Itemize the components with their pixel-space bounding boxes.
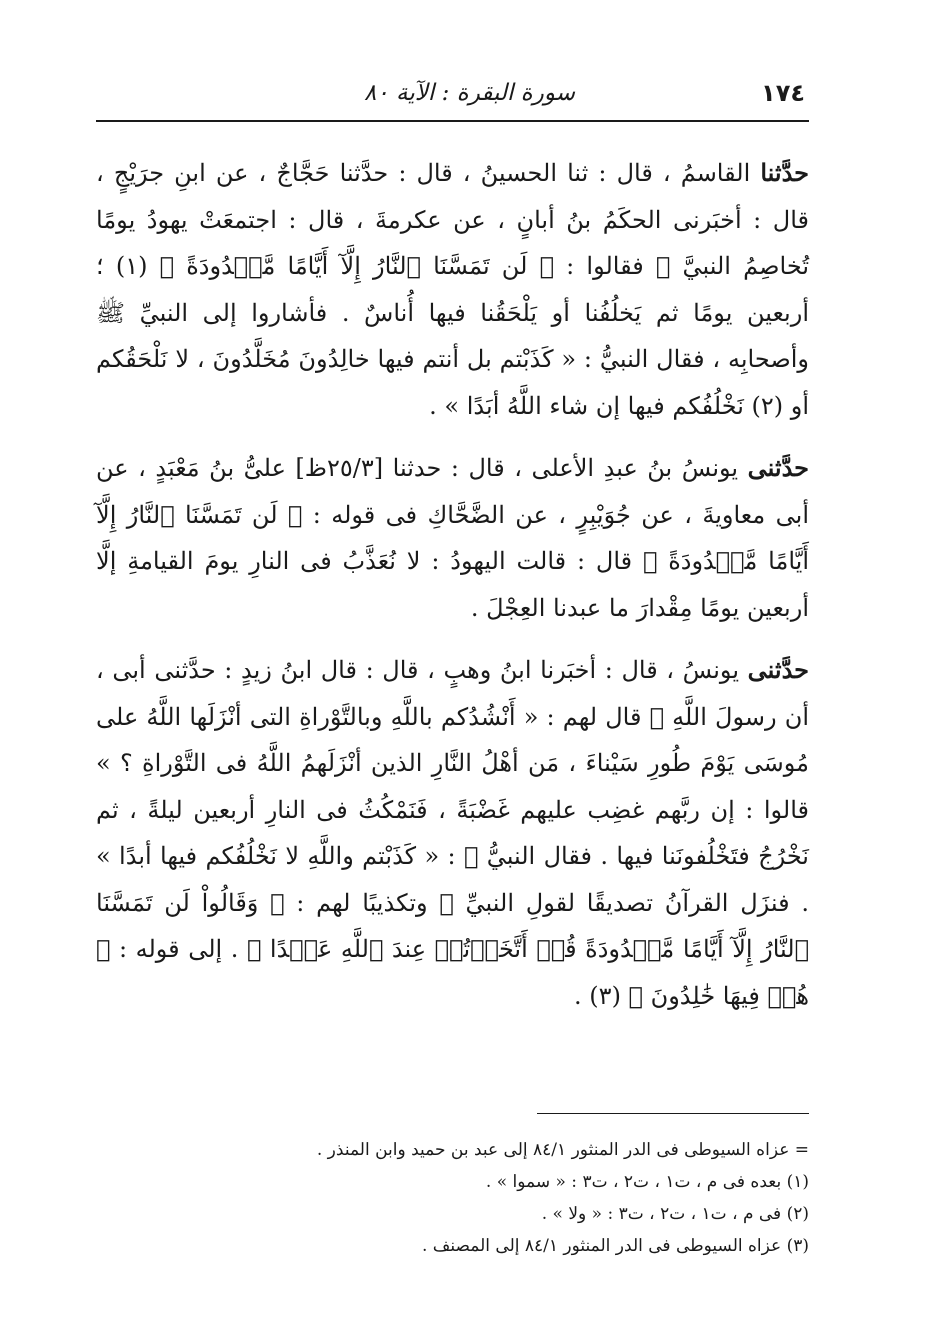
paragraph bbox=[96, 150, 809, 429]
paragraph bbox=[96, 647, 809, 1019]
paragraph-lead-word: حدَّثنى bbox=[747, 453, 809, 482]
main-text bbox=[96, 150, 809, 1035]
header-rule bbox=[96, 120, 809, 122]
running-title: سورة البقرة : الآية ٨٠ bbox=[364, 80, 575, 106]
paragraph-text: يونسُ ، قال : أخبَرنا ابنُ وهبٍ ، قال : قال ابنُ زيدٍ : حدَّثنى أبى ، أن رسولَ اللَّهِ ﷺ قال لهم : « أَنْشُدُكم باللَّهِ وبالتَّوْراةِ التى أنْزَلَها اللَّهُ على مُوسَى يَوْمَ طُورِ سَيْناءَ ، مَن أهْلُ النَّارِ الذين أنْزَلَهمُ اللَّهُ فى التَّوْراةِ ؟ » قالوا : إن ربَّهم غضِب عليهم غَضْبَةً ، فَنَمْكُثُ فى النارِ أربعين ليلةً ، ثم نَخْرُجُ فتَخْلُفونَنا فيها . فقال النبيُّ ﷺ : « كَذَبْتم واللَّهِ لا نَخْلُفُكم فيها أبدًا » . فنزَل القرآنُ تصديقًا لقولِ النبيِّ ﷺ وتكذيبًا لهم : ﴿ وَقَالُواْ لَن تَمَسَّنَا ٱلنَّارُ إِلَّآ أَيَّامًا مَّعۡدُودَةً قُلۡ أَتَّخَذۡتُمۡ عِندَ ٱللَّهِ عَهۡدًا ﴾ . إلى قوله : ﴿ هُمۡ فِيهَا خَٰلِدُونَ ﴾ (٣) . bbox=[96, 656, 809, 1010]
footnote-rule bbox=[537, 1113, 809, 1114]
footnote-2: (٢) فى م ، ت١ ، ت٢ ، ت٣ : « ولا » . bbox=[541, 1204, 809, 1224]
paragraph bbox=[96, 445, 809, 631]
footnotes bbox=[96, 1134, 809, 1262]
paragraph-lead-word: حدَّثنى bbox=[747, 655, 809, 684]
paragraph-lead-word: حدَّثنا bbox=[760, 158, 809, 187]
paragraph-text: القاسمُ ، قال : ثنا الحسينُ ، قال : حدَّثنا حَجَّاجٌ ، عن ابنِ جرَيْجٍ ، قال : أخبَرنى الحكَمُ بنُ أبانٍ ، عن عكرمةَ ، قال : اجتمعَتْ يهودُ يومًا تُخاصِمُ النبيَّ ﷺ فقالوا : ﴿ لَن تَمَسَّنَا ٱلنَّارُ إِلَّآ أَيَّامًا مَّعۡدُودَةً ﴾ (١) ؛ أربعين يومًا ثم يَخلُفُنا أو يَلْحَقُنا فيها أُناسٌ . فأشاروا إلى النبيِّ ﷺ وأصحابِه ، فقال النبيُّ : « كَذَبْتم بل أنتم فيها خالِدُونَ مُخَلَّدُونَ ، لا نَلْحَقُكم أو (٢) نَخْلُفُكم فيها إن شاء اللَّهُ أبَدًا » . bbox=[96, 159, 809, 420]
page-header bbox=[96, 68, 809, 118]
footnote-continuation: = عزاه السيوطى فى الدر المنثور ٨٤/١ إلى عبد بن حميد وابن المنذر . bbox=[316, 1140, 809, 1160]
footnote-1: (١) بعده فى م ، ت١ ، ت٢ ، ت٣ : « سموا » . bbox=[485, 1172, 809, 1192]
footnote-3: (٣) عزاه السيوطى فى الدر المنثور ٨٤/١ إلى المصنف . bbox=[422, 1236, 809, 1256]
paragraph-text: يونسُ بنُ عبدِ الأعلى ، قال : حدثنا [٢٥/٣ظ] علىُّ بنُ مَعْبَدٍ ، عن أبى معاويةَ ، عن جُوَيْبِرٍ ، عن الضَّحَّاكِ فى قوله : ﴿ لَن تَمَسَّنَا ٱلنَّارُ إِلَّآ أَيَّامًا مَّعۡدُودَةً ﴾ قال : قالت اليهودُ : لا نُعَذَّبُ فى النارِ يومَ القيامةِ إلَّا أربعين يومًا مِقْدارَ ما عبدنا العِجْلَ . bbox=[96, 454, 809, 622]
book-page bbox=[96, 60, 809, 1290]
page-number: ١٧٤ bbox=[761, 79, 805, 107]
